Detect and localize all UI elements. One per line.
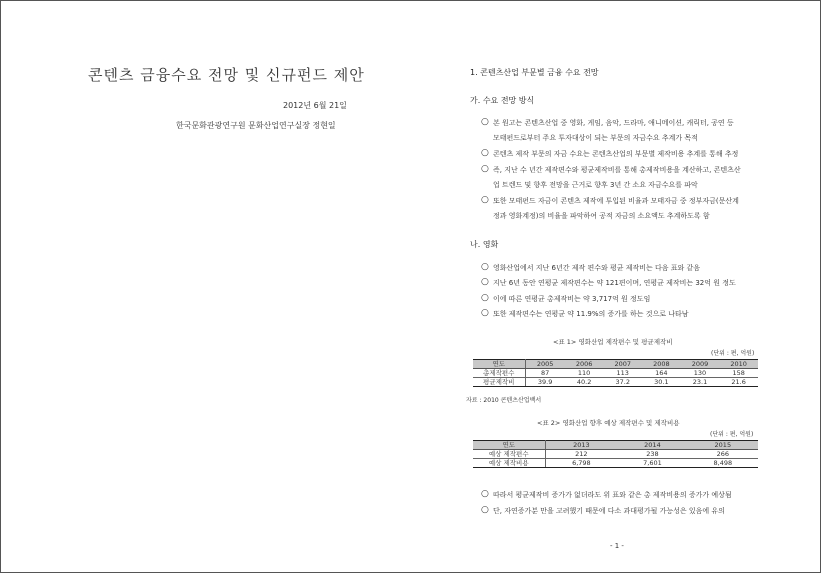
table-row: [473, 459, 758, 468]
page-number: - 1 -: [610, 542, 624, 550]
bullet-circle-icon: ○: [481, 117, 489, 127]
table-cell: 212: [545, 450, 617, 459]
table-cell: 7,601: [617, 459, 687, 468]
table1-col-header: 2010: [719, 360, 758, 369]
table-row: [473, 369, 758, 378]
bullet-a4-line1: 또한 모태펀드 자금이 콘텐츠 제작에 투입된 비율과 모태자금 중 정부자금(문산계: [493, 197, 739, 205]
table1-header-row: [473, 360, 758, 369]
bullet-a4-line2: 정과 영화계정)의 비율을 파악하여 공적 자금의 소요액도 추계하도록 함: [493, 212, 710, 220]
table2: [473, 440, 758, 468]
section-heading-a: 가. 수요 전망 방식: [470, 96, 535, 105]
table-cell: 130: [681, 369, 720, 378]
bullet-circle-icon: ○: [481, 489, 489, 499]
table1-source: 자료 : 2010 콘텐츠산업백서: [466, 397, 542, 404]
table2-header-label: 연도: [473, 441, 545, 450]
closing-bullet-2: 단, 자연증가분 만을 고려했기 때문에 다소 과대평가될 가능성은 있음에 유의: [493, 507, 725, 515]
bullet-circle-icon: ○: [481, 293, 489, 303]
row-label: 예상 제작편수: [473, 450, 545, 459]
table2-unit: (단위 : 편, 억원): [710, 431, 754, 438]
bullet-b1: 영화산업에서 지난 6년간 제작 편수와 평균 제작비는 다음 표와 같음: [493, 264, 701, 272]
table1-col-header: 2008: [642, 360, 681, 369]
document-date: 2012년 6월 21일: [283, 101, 347, 110]
table-cell: 113: [603, 369, 642, 378]
bullet-circle-icon: ○: [481, 164, 489, 174]
table-cell: 8,498: [688, 459, 758, 468]
closing-bullet-1: 따라서 평균제작비 증가가 없더라도 위 표와 같은 총 제작비용의 증가가 예상됨: [493, 491, 732, 499]
table1-col-header: 2007: [603, 360, 642, 369]
document-author: 한국문화관광연구원 문화산업연구실장 정현일: [176, 121, 336, 130]
table-cell: 164: [642, 369, 681, 378]
table1-col-header: 2009: [681, 360, 720, 369]
table-cell: 37.2: [603, 378, 642, 387]
table1: [473, 359, 758, 387]
table-cell: 266: [688, 450, 758, 459]
table-row: [473, 450, 758, 459]
table2-col-header: 2013: [545, 441, 617, 450]
table-cell: 30.1: [642, 378, 681, 387]
bullet-a3-line2: 업 트렌드 및 향후 전망을 근거로 향후 3년 간 소요 자금수요를 파악: [493, 181, 698, 189]
bullet-circle-icon: ○: [481, 148, 489, 158]
document-title: 콘텐츠 금융수요 전망 및 신규펀드 제안: [88, 66, 365, 84]
bullet-b2: 지난 6년 동안 연평균 제작편수는 약 121편이며, 연평균 제작비는 32억 원 정도: [493, 279, 736, 287]
table-cell: 23.1: [681, 378, 720, 387]
section-heading-b: 나. 영화: [470, 240, 499, 249]
bullet-a1-line1: 본 원고는 콘텐츠산업 중 영화, 게임, 음악, 드라마, 애니메이션, 캐릭터, 공연 등: [493, 119, 734, 127]
table-cell: 158: [719, 369, 758, 378]
row-label: 총제작편수: [473, 369, 525, 378]
section-heading-1: 1. 콘텐츠산업 부문별 금융 수요 전망: [470, 68, 599, 77]
bullet-circle-icon: ○: [481, 195, 489, 205]
table1-unit: (단위 : 편, 억원): [711, 350, 755, 357]
bullet-circle-icon: ○: [481, 505, 489, 515]
table1-col-header: 2006: [565, 360, 604, 369]
table-cell: 40.2: [565, 378, 604, 387]
table2-col-header: 2015: [688, 441, 758, 450]
table1-caption: <표 1> 영화산업 제작편수 및 평균제작비: [553, 338, 673, 346]
bullet-circle-icon: ○: [481, 308, 489, 318]
table1-header-label: 연도: [473, 360, 525, 369]
bullet-circle-icon: ○: [481, 277, 489, 287]
table-cell: 39.9: [525, 378, 565, 387]
table-cell: 6,798: [545, 459, 617, 468]
table-cell: 87: [525, 369, 565, 378]
bullet-circle-icon: ○: [481, 262, 489, 272]
table-cell: 238: [617, 450, 687, 459]
bullet-a2-line1: 콘텐츠 제작 부문의 자금 수요는 콘텐츠산업의 부문별 제작비용 추계를 통해 추정: [493, 150, 739, 158]
table-cell: 110: [565, 369, 604, 378]
row-label: 예상 제작비용: [473, 459, 545, 468]
table2-col-header: 2014: [617, 441, 687, 450]
bullet-a1-line2: 모태펀드로부터 주요 투자대상이 되는 부문의 자금수요 추계가 목적: [493, 134, 698, 142]
bullet-b4: 또한 제작편수는 연평균 약 11.9%의 증가를 하는 것으로 나타남: [493, 310, 689, 318]
row-label: 평균제작비: [473, 378, 525, 387]
table-row: [473, 378, 758, 387]
table-cell: 21.6: [719, 378, 758, 387]
bullet-a3-line1: 즉, 지난 수 년간 제작편수와 평균제작비를 통해 총제작비용을 계산하고, 콘텐츠산: [493, 166, 741, 174]
bullet-b3: 이에 따른 연평균 총제작비는 약 3,717억 원 정도임: [493, 295, 651, 303]
table2-header-row: [473, 441, 758, 450]
table2-caption: <표 2> 영화산업 향후 예상 제작편수 및 제작비용: [537, 419, 680, 427]
table1-col-header: 2005: [525, 360, 565, 369]
